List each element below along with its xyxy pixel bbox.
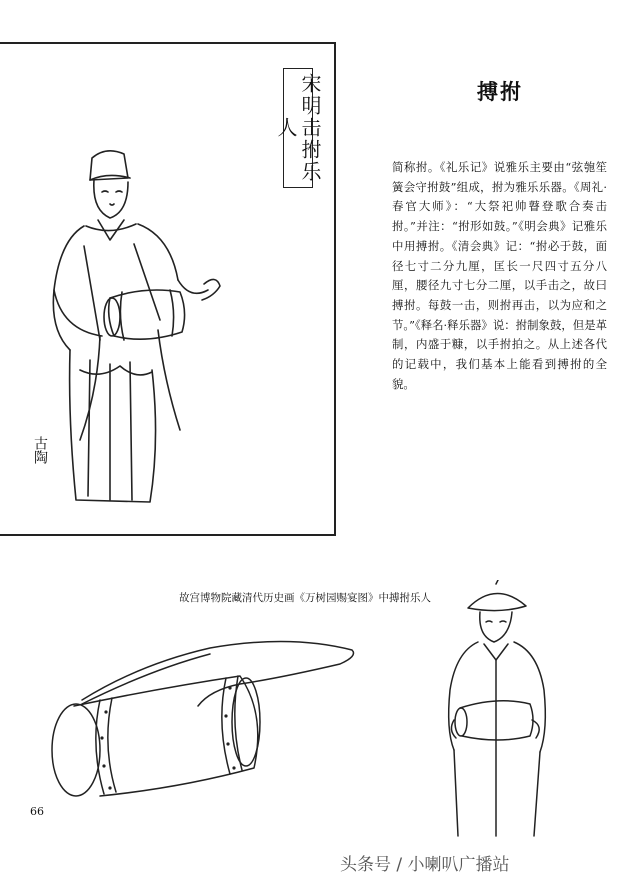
page-title: 搏拊 — [477, 80, 523, 104]
bofu-drum-drawing — [40, 628, 370, 806]
watermark: 头条号 / 小喇叭广播站 — [340, 855, 510, 875]
song-ming-musician-illustration — [40, 140, 240, 520]
qing-musician-drawing — [428, 580, 558, 840]
figure-caption: 故宫博物院藏清代历史画《万树园赐宴图》中搏拊乐人 — [179, 592, 431, 604]
body-paragraph: 简称拊。《礼乐记》说雅乐主要由“弦匏笙簧会守拊鼓”组成，拊为雅乐乐器。《周礼·春官大师》：“大祭祀帅瞽登歌合奏击拊。”并注：“拊形如鼓。”《明会典》记雅乐中用搏拊。《清会典》记：“拊必于鼓，面径七寸二分九厘，匡长一尺四寸五分八厘，腰径九寸七分二厘，以手击之，故曰搏拊。每鼓一击，则拊再击，以为应和之节。”《释名·释乐器》说：拊制象鼓，但是革制，内盛于糠，以手拊拍之。从上述各代的记载中，我们基本上能看到搏拊的全貌。 — [392, 160, 607, 391]
illustration-vertical-title: 宋明击拊乐人 — [283, 68, 313, 188]
artist-seal: 古陶 — [32, 436, 48, 464]
page-number: 66 — [30, 805, 44, 818]
